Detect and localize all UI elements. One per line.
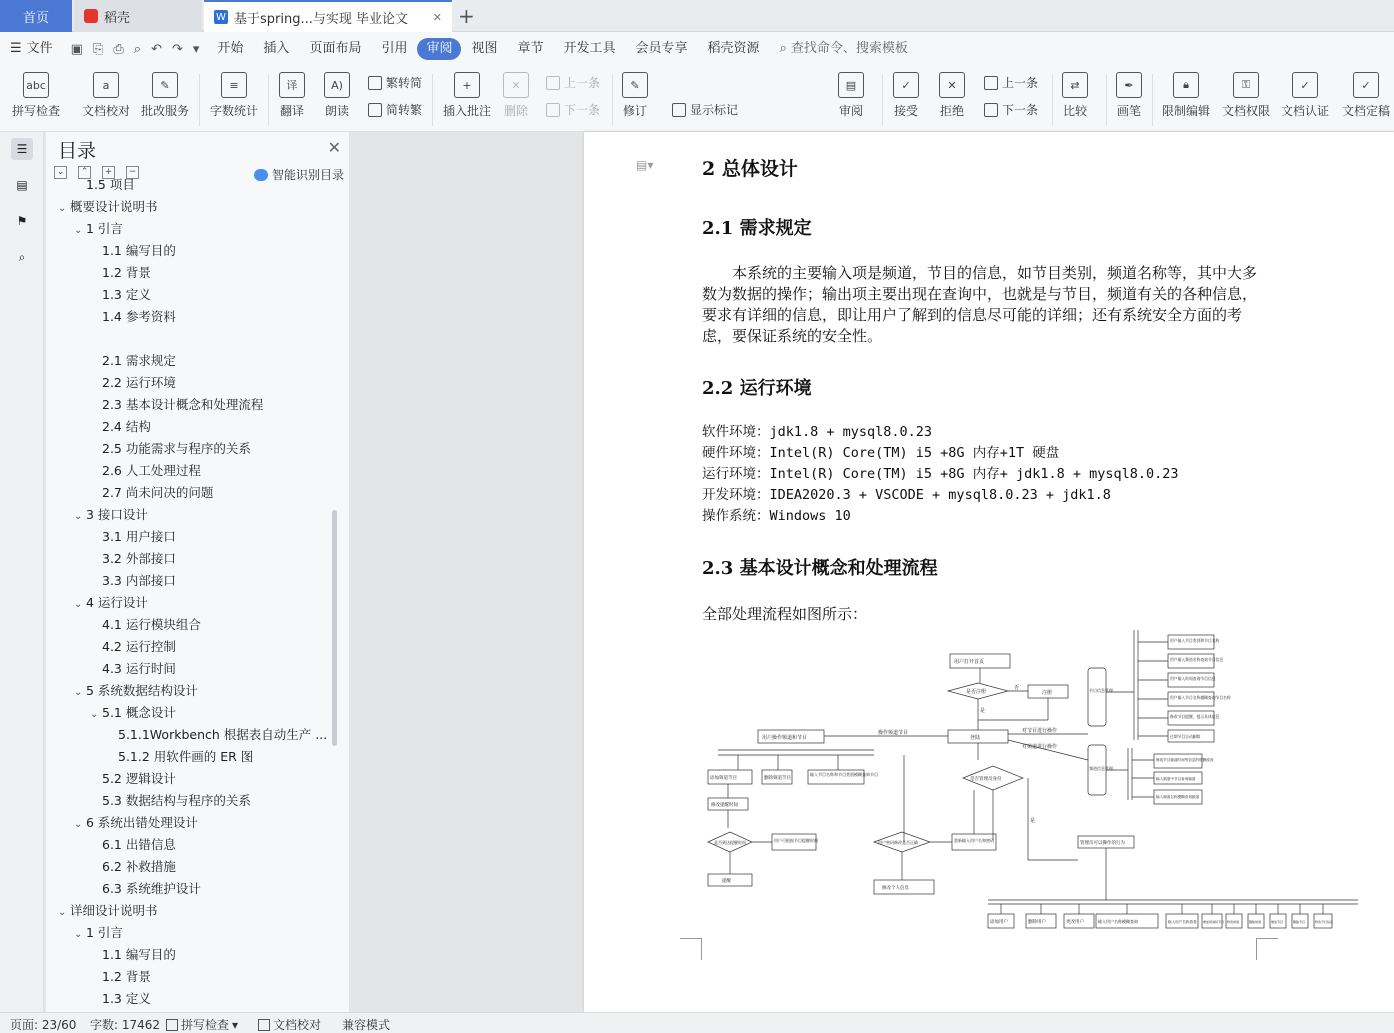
- flow-re-input: 重新输入用户名和密码: [954, 838, 994, 843]
- toc-item[interactable]: [46, 658, 350, 680]
- toc-item-label: 1.2 背景: [102, 969, 151, 984]
- toc-item-label: 2.3 基本设计概念和处理流程: [102, 397, 264, 412]
- flow-b9: 增加节目: [1271, 920, 1284, 924]
- env-dev: 开发环境：IDEA2020.3 + VSCODE + mysql8.0.23 + jdk1.8: [702, 487, 1111, 503]
- toc-item-label: 1 引言: [86, 221, 123, 236]
- compare-icon: ⇄: [1062, 72, 1088, 98]
- toc-item[interactable]: [46, 350, 350, 372]
- flow-r4: 用户输入节目名称模糊查询节目名称: [1170, 695, 1231, 700]
- doc-rights-button[interactable]: [1222, 72, 1270, 119]
- toc-item[interactable]: [46, 526, 350, 548]
- toc-item-label: 1.3 定义: [102, 991, 151, 1006]
- toc-item-label: 5 系统数据结构设计: [86, 683, 198, 698]
- shield-icon: ✓: [1292, 72, 1318, 98]
- toc-title: 目录: [58, 140, 97, 162]
- toc-item-label: 6 系统出错处理设计: [86, 815, 198, 830]
- flow-s1: 修改节目频道时间等信息的增删改查: [1156, 758, 1214, 762]
- tab-wps-label: 稻壳: [104, 10, 131, 26]
- spell-check-label: 拼写检查: [12, 104, 61, 118]
- toc-item[interactable]: [46, 548, 350, 570]
- flow-search: 输入节目名称和节目类别模糊查询节目: [810, 772, 878, 777]
- toc-item-label: 1.3 定义: [102, 287, 151, 302]
- toc-item-label: 1.1 编写目的: [102, 947, 176, 962]
- toc-item[interactable]: [46, 834, 350, 856]
- next-comment-button[interactable]: [546, 101, 600, 118]
- doc-final-button[interactable]: [1342, 72, 1390, 119]
- flowchart: [678, 630, 1394, 970]
- toc-item-label: 1.5 项目: [86, 177, 135, 192]
- tab-bar: [0, 0, 1394, 32]
- menu-reference[interactable]: 引用: [381, 41, 408, 56]
- read-aloud-icon: A): [324, 72, 350, 98]
- toc-item[interactable]: [46, 394, 350, 416]
- toc-item[interactable]: [46, 790, 350, 812]
- redo-icon[interactable]: ↷: [171, 41, 183, 57]
- flow-register: 注册: [1042, 690, 1053, 696]
- compare-button[interactable]: [1062, 72, 1088, 119]
- toc-item[interactable]: [46, 482, 350, 504]
- env-runtime: 运行环境：Intel(R) Core(TM) i5 +8G 内存+ jdk1.8 + mysql8.0.23: [702, 466, 1179, 482]
- smart-toc-label: 智能识别目录: [272, 168, 345, 182]
- flow-b7: 修改频道: [1227, 920, 1240, 924]
- proof-icon: [258, 1019, 270, 1031]
- flow-r3: 用户输入时间查询节目信息: [1170, 676, 1216, 681]
- flow-login-check: 是否注册: [966, 689, 987, 695]
- toc-item[interactable]: [46, 614, 350, 636]
- toc-item-label: 3.3 内部接口: [102, 573, 176, 588]
- word-count[interactable]: 字数: 17462: [90, 1018, 161, 1032]
- toc-item-label: 3.1 用户接口: [102, 529, 176, 544]
- menu-review[interactable]: 审阅: [417, 38, 461, 60]
- restrict-edit-label: 限制编辑: [1162, 104, 1211, 118]
- heading-2-1: 2.1 需求规定: [702, 218, 812, 239]
- flow-user-mgmt: 频道信息管理: [1089, 766, 1113, 771]
- toc-item[interactable]: [46, 768, 350, 790]
- toc-item[interactable]: [46, 416, 350, 438]
- flow-del-ch: 删除频道节目: [764, 776, 791, 781]
- toc-item[interactable]: [46, 636, 350, 658]
- delete-comment-icon: ✕: [503, 72, 529, 98]
- show-marks-button[interactable]: [672, 101, 738, 118]
- hamburger-icon: ☰: [10, 41, 22, 56]
- tab-wps[interactable]: [74, 0, 202, 32]
- simp-to-trad-label: 简转繁: [386, 103, 423, 117]
- heading-2-2: 2.2 运行环境: [702, 378, 812, 399]
- menu-chapter[interactable]: 章节: [517, 41, 544, 56]
- flow-do-remind: 提醒: [722, 879, 731, 884]
- toolbar-divider: [882, 74, 883, 126]
- toc-item-label: 6.3 系统维护设计: [102, 881, 201, 896]
- menu-start[interactable]: 开始: [217, 41, 244, 56]
- prev-change-button[interactable]: [984, 74, 1038, 91]
- doc-proof-label: 文档校对: [82, 104, 131, 118]
- flow-b10: 删除节目: [1293, 920, 1306, 924]
- revise-button[interactable]: [622, 72, 648, 119]
- command-search[interactable]: [770, 38, 918, 60]
- prev-comment-icon: [546, 76, 560, 90]
- restrict-edit-button[interactable]: [1162, 72, 1210, 119]
- chevron-down-icon[interactable]: ⌄: [74, 687, 83, 698]
- toolbar-divider: [1052, 74, 1053, 126]
- toc-item[interactable]: [46, 680, 350, 702]
- flow-r2: 用户输入频道名称查询节目信息: [1170, 657, 1224, 662]
- toc-list: [46, 177, 350, 1010]
- toc-item[interactable]: [46, 922, 350, 944]
- flow-to-freq: 对频道进行操作: [1022, 744, 1058, 750]
- flow-channel-mgmt: 节目信息管理: [1089, 688, 1113, 693]
- prev-comment-label: 上一条: [564, 76, 601, 90]
- read-aloud-button[interactable]: [324, 72, 350, 119]
- toolbar-divider: [1106, 74, 1107, 126]
- toc-item[interactable]: [46, 944, 350, 966]
- document-canvas: [351, 132, 1394, 1012]
- toc-item-label: 2.5 功能需求与程序的关系: [102, 441, 251, 456]
- flow-b11: 修改节目信息: [1315, 920, 1334, 924]
- accept-button[interactable]: [893, 72, 919, 119]
- toc-item-label: 概要设计说明书: [70, 199, 158, 214]
- tab-home-label: 首页: [22, 10, 49, 26]
- chevron-down-icon[interactable]: ⌄: [74, 225, 83, 236]
- chevron-down-icon[interactable]: ⌄: [74, 929, 83, 940]
- chevron-down-icon[interactable]: ⌄: [58, 203, 67, 214]
- accept-label: 接受: [893, 104, 918, 118]
- insert-comment-button[interactable]: [443, 72, 491, 119]
- toc-item-label: 5.1.1Workbench 根据表自动生产 ...: [118, 727, 328, 742]
- toc-item[interactable]: [46, 966, 350, 988]
- env-hardware: 硬件环境：Intel(R) Core(TM) i5 +8G 内存+1T 硬盘: [702, 445, 1060, 461]
- reject-label: 拒绝: [939, 104, 964, 118]
- undo-icon[interactable]: ↶: [151, 41, 162, 57]
- lock-icon: 🔒︎: [1173, 72, 1199, 98]
- bookmark-icon[interactable]: ⚑: [16, 214, 28, 228]
- tab-home[interactable]: [0, 0, 72, 32]
- flow-b3: 更改用户: [1066, 920, 1084, 925]
- toc-item[interactable]: [46, 988, 350, 1010]
- doc-final-label: 文档定稿: [1342, 104, 1391, 118]
- trad-to-simp-label: 繁转简: [386, 76, 423, 90]
- wps-logo-icon: [84, 9, 98, 23]
- toc-item[interactable]: [46, 306, 350, 328]
- toolbar-divider: [1152, 74, 1153, 126]
- prev-change-icon: [984, 76, 998, 90]
- toc-item-label: 3 接口设计: [86, 507, 148, 522]
- check-icon: [166, 1019, 178, 1031]
- pen-icon: ✒: [1116, 72, 1142, 98]
- toc-item[interactable]: [46, 284, 350, 306]
- translate-label: 翻译: [279, 104, 304, 118]
- toc-item[interactable]: [46, 174, 350, 196]
- toc-item-label: 1.4 参考资料: [102, 309, 176, 324]
- flow-intro: 全部处理流程如图所示：: [702, 605, 868, 623]
- toc-item[interactable]: [46, 218, 350, 240]
- new-tab-button[interactable]: +: [458, 4, 475, 28]
- toc-item[interactable]: [46, 504, 350, 526]
- pen-button[interactable]: [1116, 72, 1142, 119]
- toc-item[interactable]: [46, 878, 350, 900]
- batch-service-icon: ✎: [152, 72, 178, 98]
- preview-icon[interactable]: ⌕: [133, 41, 142, 57]
- status-spell-check[interactable]: [166, 1016, 238, 1033]
- remove-heading-icon[interactable]: −: [126, 166, 139, 179]
- accept-icon: ✓: [893, 72, 919, 98]
- menu-bar: [0, 32, 1394, 66]
- requirement-paragraph: 本系统的主要输入项是频道，节目的信息，如节目类别，频道名称等，其中大多数为数据的操作；输出项主要出现在查询中，也就是与节目，频道有关的各种信息，要求有详细的信息，即让用户了解到的信息尽可能的详细；还有系统安全方面的考虑，要保证系统的安全性。: [702, 264, 1258, 345]
- toc-item-label: 1.1 编写目的: [102, 243, 176, 258]
- flow-b6: 增加频道和节目: [1203, 920, 1225, 924]
- prev-change-label: 上一条: [1002, 76, 1039, 90]
- chevron-down-icon[interactable]: ⌄: [58, 907, 67, 918]
- flow-pass-check: 用户密码修改是否正确: [878, 840, 918, 845]
- search-icon: ⌕: [779, 41, 787, 56]
- page-corner-mark: [1256, 938, 1278, 960]
- review-pane-icon: ▤: [838, 72, 864, 98]
- toc-item-label: 2.6 人工处理过程: [102, 463, 201, 478]
- flow-admin-check: 是否管理员身份: [970, 777, 1002, 782]
- doc-rights-label: 文档权限: [1222, 104, 1271, 118]
- page-corner-mark: [680, 938, 702, 960]
- delete-comment-label: 删除: [503, 104, 528, 118]
- toc-item-label: 2.4 结构: [102, 419, 151, 434]
- toc-item[interactable]: [46, 460, 350, 482]
- env-list: [702, 422, 1179, 527]
- toc-item[interactable]: [46, 570, 350, 592]
- next-comment-icon: [546, 103, 560, 117]
- command-search-placeholder: 查找命令、搜索模板: [790, 41, 908, 56]
- batch-service-label: 批改服务: [141, 104, 190, 118]
- flow-r6: 过期节目自动删除: [1170, 734, 1201, 739]
- flow-start: 用户打开首页: [954, 659, 985, 665]
- pen-label: 画笔: [1116, 104, 1141, 118]
- env-os: 操作系统：Windows 10: [702, 508, 851, 524]
- export-icon[interactable]: ⎘: [92, 41, 104, 57]
- toc-scrollbar[interactable]: [332, 510, 337, 746]
- add-heading-icon[interactable]: +: [102, 166, 115, 179]
- heading-2-3: 2.3 基本设计概念和处理流程: [702, 558, 938, 579]
- save-icon[interactable]: ▣: [70, 41, 83, 57]
- next-comment-label: 下一条: [564, 103, 601, 117]
- toolbar-divider: [432, 74, 433, 126]
- close-tab-icon[interactable]: ✕: [432, 10, 442, 24]
- toc-item[interactable]: [46, 856, 350, 878]
- revise-label: 修订: [622, 104, 647, 118]
- word-count-button[interactable]: [210, 72, 258, 119]
- flow-b4: 输入用户名称模糊查询: [1098, 919, 1138, 924]
- doc-rights-icon: ⚿: [1233, 72, 1259, 98]
- toc-item-label: 2.7 尚未问决的问题: [102, 485, 214, 500]
- doc-auth-button[interactable]: [1281, 72, 1329, 119]
- toc-panel-icon[interactable]: ☰: [11, 138, 33, 160]
- read-aloud-label: 朗读: [324, 104, 349, 118]
- menu-layout[interactable]: 页面布局: [309, 41, 362, 56]
- show-marks-icon: [672, 103, 686, 117]
- doc-proof-icon: a: [93, 72, 119, 98]
- next-change-button[interactable]: [984, 101, 1038, 118]
- find-icon[interactable]: ⌕: [18, 249, 26, 264]
- flow-remind: 用户可根据节目提醒时间: [774, 838, 818, 843]
- toc-item-label: 4 运行设计: [86, 595, 148, 610]
- trad-to-simp-icon: [368, 76, 382, 90]
- menu-file[interactable]: [0, 38, 63, 60]
- next-change-icon: [984, 103, 998, 117]
- toc-item-label: 2.1 需求规定: [102, 353, 176, 368]
- flow-s3: 输入频道名称模糊查询频道: [1156, 795, 1200, 799]
- flow-mod-ok: 修改提醒时间: [711, 803, 738, 808]
- page-indicator[interactable]: 页面: 23/60: [10, 1018, 77, 1032]
- flow-ops-menu: 用户操作频道和节目: [762, 735, 808, 741]
- toc-item[interactable]: [46, 592, 350, 614]
- toolbar-divider: [612, 74, 613, 126]
- toc-item-label: 6.1 出错信息: [102, 837, 176, 852]
- more-icon[interactable]: ▾: [192, 41, 200, 57]
- chevron-down-icon[interactable]: ⌄: [74, 599, 83, 610]
- flow-is-rem: 是否到达提醒时间: [714, 840, 746, 845]
- doc-proof-button[interactable]: [82, 72, 130, 119]
- toc-item-label: 5.2 逻辑设计: [102, 771, 176, 786]
- prev-comment-button[interactable]: [546, 74, 600, 91]
- flow-is-admin: 是: [1030, 818, 1036, 824]
- flow-add-ch: 添加频道节目: [710, 776, 737, 781]
- spell-check-icon: abc: [23, 72, 49, 98]
- chevron-down-icon: ▾: [232, 1017, 239, 1032]
- compat-mode: 兼容模式: [342, 1018, 391, 1032]
- paragraph-menu-icon[interactable]: ▤▾: [636, 158, 654, 172]
- review-pane-label: 审阅: [838, 104, 863, 118]
- review-toolbar: [0, 66, 1394, 132]
- toc-item-label: 1.2 背景: [102, 265, 151, 280]
- menu-devtools[interactable]: 开发工具: [563, 41, 616, 56]
- doc-final-icon: ✓: [1353, 72, 1379, 98]
- env-software: 软件环境：jdk1.8 + mysql8.0.23: [702, 424, 933, 440]
- compare-label: 比较: [1062, 104, 1087, 118]
- simp-to-trad-icon: [368, 103, 382, 117]
- print-icon[interactable]: ⎙: [113, 41, 124, 57]
- toc-item-label: 1 引言: [86, 925, 123, 940]
- menu-docer[interactable]: 稻壳资源: [707, 41, 760, 56]
- status-bar: [0, 1012, 1394, 1033]
- flow-ops-label: 操作频道节目: [878, 730, 909, 736]
- expand-all-icon[interactable]: ⌃: [78, 166, 91, 179]
- flow-b8: 删除频道: [1249, 920, 1262, 924]
- toc-item[interactable]: [46, 724, 350, 746]
- flow-r1: 用户输入节目类别和节目名称: [1170, 638, 1220, 643]
- menu-insert[interactable]: 插入: [263, 41, 290, 56]
- toc-item-label: 6.2 补救措施: [102, 859, 176, 874]
- trad-to-simp-button[interactable]: [368, 74, 422, 91]
- collapse-all-icon[interactable]: ⌄: [54, 166, 67, 179]
- spell-check-button[interactable]: [12, 72, 60, 119]
- flow-login: 登陆: [970, 735, 981, 741]
- status-doc-proof[interactable]: [258, 1016, 321, 1033]
- word-doc-icon: W: [214, 10, 228, 24]
- menu-file-label: 文件: [26, 41, 53, 56]
- batch-service-button[interactable]: [141, 72, 189, 119]
- flow-no-1: 否: [1014, 685, 1020, 691]
- flow-to-channel: 对节目进行操作: [1022, 728, 1058, 734]
- show-marks-label: 显示标记: [690, 103, 739, 117]
- flow-yes-1: 是: [980, 708, 986, 714]
- translate-icon: 译: [279, 72, 305, 98]
- toc-item-label: 5.1.2 用软件画的 ER 图: [118, 749, 254, 764]
- simp-to-trad-button[interactable]: [368, 101, 422, 118]
- word-count-label: 字数统计: [210, 104, 259, 118]
- delete-comment-button[interactable]: [503, 72, 529, 119]
- toc-item[interactable]: [46, 702, 350, 724]
- toc-item[interactable]: [46, 262, 350, 284]
- flow-manager-ops: 管理员可以操作的行为: [1080, 841, 1125, 846]
- review-pane-button[interactable]: [838, 72, 864, 119]
- toc-panel: [46, 132, 350, 1012]
- doc-auth-label: 文档认证: [1281, 104, 1330, 118]
- document-page: [584, 132, 1394, 1012]
- toc-item-label: 4.1 运行模块组合: [102, 617, 201, 632]
- toc-item-label: 5.3 数据结构与程序的关系: [102, 793, 251, 808]
- toc-item[interactable]: [46, 196, 350, 218]
- chevron-down-icon[interactable]: ⌄: [74, 511, 83, 522]
- word-count-icon: ≡: [221, 72, 247, 98]
- left-icon-strip: [0, 132, 44, 1012]
- translate-button[interactable]: [279, 72, 305, 119]
- status-spell-label: 拼写检查: [181, 1018, 230, 1032]
- next-change-label: 下一条: [1002, 103, 1039, 117]
- toc-item[interactable]: [46, 812, 350, 834]
- tab-document-label: 基于spring...与实现 毕业论文: [234, 11, 409, 27]
- menu-vip[interactable]: 会员专享: [635, 41, 688, 56]
- outline-icon[interactable]: ▤: [16, 178, 28, 192]
- toc-item-label: 4.3 运行时间: [102, 661, 176, 676]
- chevron-down-icon[interactable]: ⌄: [74, 819, 83, 830]
- close-icon[interactable]: ✕: [327, 138, 341, 157]
- toc-item-label: 3.2 外部接口: [102, 551, 176, 566]
- reject-button[interactable]: [939, 72, 965, 119]
- menu-view[interactable]: 视图: [471, 41, 498, 56]
- quick-access: [63, 42, 208, 57]
- flow-b5: 输入用户名称查看: [1168, 920, 1197, 924]
- flow-s2: 输入频道中节目查询频道: [1156, 777, 1196, 781]
- insert-comment-label: 插入批注: [443, 104, 492, 118]
- heading-2: 2 总体设计: [702, 158, 798, 180]
- toc-item[interactable]: [46, 240, 350, 262]
- toc-item-label: 5.1 概念设计: [102, 705, 176, 720]
- flow-r5: 修改节目提醒，提示具体信息: [1170, 714, 1220, 719]
- toc-item-label: 4.2 运行控制: [102, 639, 176, 654]
- flow-b2: 删除用户: [1028, 920, 1046, 925]
- toc-item-label: 2.2 运行环境: [102, 375, 176, 390]
- reject-icon: ✕: [939, 72, 965, 98]
- toc-item[interactable]: [46, 746, 350, 768]
- toc-item[interactable]: [46, 900, 350, 922]
- revise-icon: ✎: [622, 72, 648, 98]
- toolbar-divider: [199, 74, 200, 126]
- flow-modify-info: 修改个人信息: [882, 886, 909, 891]
- tab-document[interactable]: [204, 0, 452, 32]
- toc-item[interactable]: [46, 372, 350, 394]
- toolbar-divider: [268, 74, 269, 126]
- toc-item-label: 详细设计说明书: [70, 903, 158, 918]
- chevron-down-icon[interactable]: ⌄: [90, 709, 99, 720]
- flow-b1: 添加用户: [990, 920, 1008, 925]
- insert-comment-icon: +: [454, 72, 480, 98]
- toc-item[interactable]: [46, 438, 350, 460]
- status-proof-label: 文档校对: [273, 1018, 322, 1032]
